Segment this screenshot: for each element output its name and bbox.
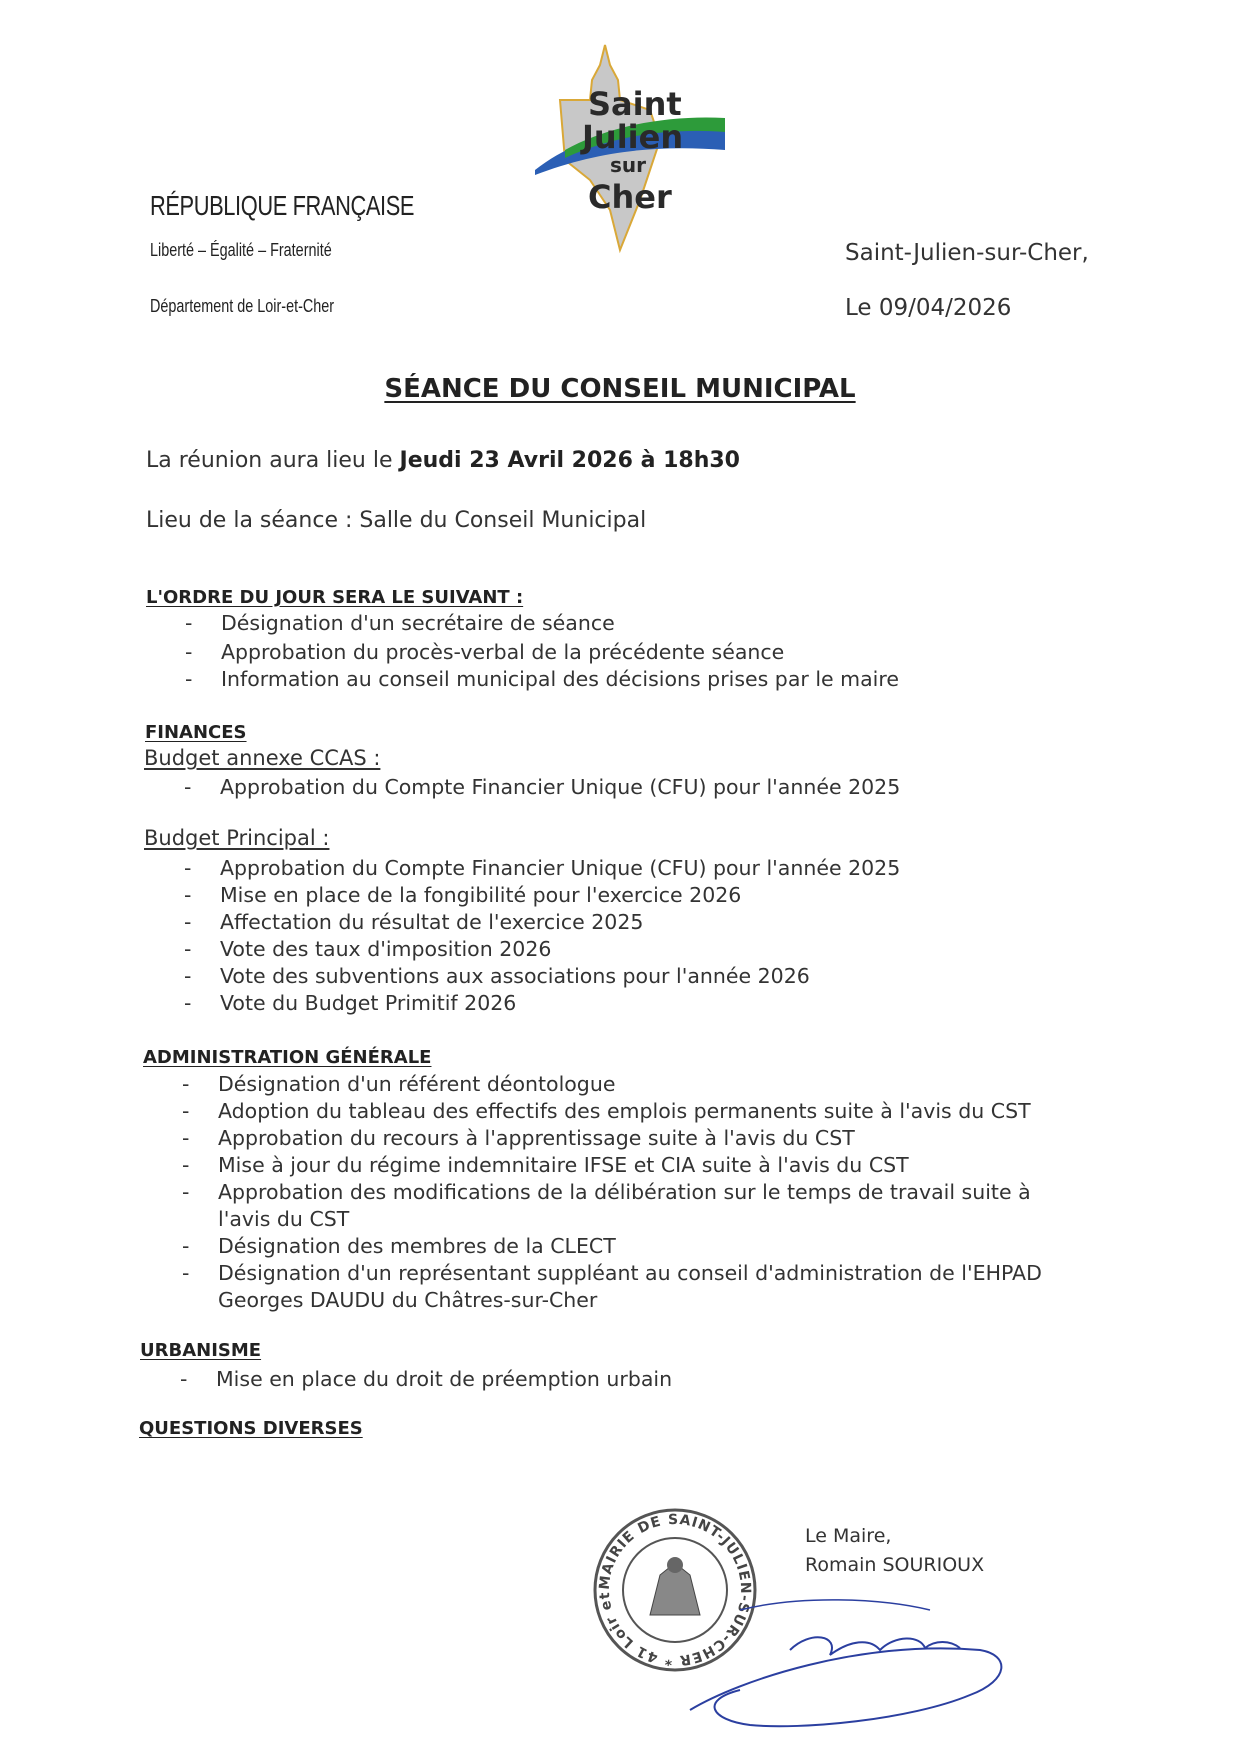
list-item: - Information au conseil municipal des décisions prises par le maire bbox=[185, 667, 899, 691]
list-item: - Approbation du Compte Financier Unique (CFU) pour l'année 2025 bbox=[184, 775, 901, 799]
svg-text:sur: sur bbox=[610, 153, 647, 177]
list-item: - Mise en place de la fongibilité pour l'exercice 2026 bbox=[184, 883, 742, 907]
list-item: - Approbation du procès-verbal de la précédente séance bbox=[185, 640, 785, 664]
svg-text:Julien: Julien bbox=[582, 118, 684, 156]
handwritten-signature bbox=[680, 1580, 1020, 1740]
ccas-heading: Budget annexe CCAS : bbox=[144, 746, 381, 770]
list-item: - Désignation des membres de la CLECT bbox=[182, 1234, 616, 1258]
meeting-prefix: La réunion aura lieu le bbox=[146, 448, 400, 473]
list-item: - Vote des subventions aux associations pour l'année 2026 bbox=[184, 964, 810, 988]
list-item: - Approbation du recours à l'apprentissage suite à l'avis du CST bbox=[182, 1126, 855, 1150]
republic-title: RÉPUBLIQUE FRANÇAISE bbox=[150, 190, 415, 221]
svg-text:Saint: Saint bbox=[588, 85, 682, 123]
list-item: - Approbation des modifications de la délibération sur le temps de travail suite à l'avis du CST bbox=[182, 1180, 1031, 1231]
svg-text:MAIRIE DE SAINT-JULIEN-SUR-CHE: MAIRIE DE SAINT-JULIEN-SUR-CHER * 41 Loir et bbox=[596, 1511, 754, 1669]
urbanisme-list bbox=[180, 1366, 673, 1393]
meeting-when: Jeudi 23 Avril 2026 à 18h30 bbox=[399, 448, 740, 473]
list-item: - Mise à jour du régime indemnitaire IFSE et CIA suite à l'avis du CST bbox=[182, 1153, 909, 1177]
place-label: Saint-Julien-sur-Cher, bbox=[845, 240, 1089, 266]
finances-heading: FINANCES bbox=[145, 722, 247, 743]
administration-list bbox=[182, 1071, 1078, 1314]
town-logo bbox=[520, 40, 740, 260]
agenda-list bbox=[185, 610, 899, 693]
page-title: SÉANCE DU CONSEIL MUNICIPAL bbox=[384, 374, 856, 404]
list-item: - Adoption du tableau des effectifs des emplois permanents suite à l'avis du CST bbox=[182, 1099, 1031, 1123]
list-item: - Vote des taux d'imposition 2026 bbox=[184, 937, 552, 961]
ccas-list bbox=[184, 774, 901, 801]
republic-motto: Liberté – Égalité – Fraternité bbox=[150, 240, 332, 260]
department-label: Département de Loir-et-Cher bbox=[150, 296, 335, 316]
principal-list bbox=[184, 855, 901, 1017]
signature-block bbox=[805, 1522, 984, 1580]
meeting-date-line bbox=[146, 448, 740, 473]
date-label: Le 09/04/2026 bbox=[845, 295, 1012, 321]
questions-heading: QUESTIONS DIVERSES bbox=[139, 1418, 363, 1439]
mayor-name: Romain SOURIOUX bbox=[805, 1554, 985, 1576]
list-item: - Désignation d'un représentant suppléant au conseil d'administration de l'EHPAD Georges DAUDU du Châtres-sur-Cher bbox=[182, 1261, 1042, 1312]
list-item: - Vote du Budget Primitif 2026 bbox=[184, 991, 517, 1015]
list-item: - Mise en place du droit de préemption urbain bbox=[180, 1367, 673, 1391]
svg-text:Cher: Cher bbox=[588, 178, 672, 216]
list-item: - Approbation du Compte Financier Unique (CFU) pour l'année 2025 bbox=[184, 856, 901, 880]
mayor-role: Le Maire, bbox=[805, 1525, 892, 1547]
list-item: - Affectation du résultat de l'exercice 2025 bbox=[184, 910, 644, 934]
agenda-heading: L'ORDRE DU JOUR SERA LE SUIVANT : bbox=[146, 587, 524, 608]
principal-heading: Budget Principal : bbox=[144, 826, 330, 850]
administration-heading: ADMINISTRATION GÉNÉRALE bbox=[143, 1047, 432, 1068]
meeting-location: Lieu de la séance : Salle du Conseil Municipal bbox=[146, 508, 647, 533]
list-item: - Désignation d'un secrétaire de séance bbox=[185, 611, 615, 635]
list-item: - Désignation d'un référent déontologue bbox=[182, 1072, 616, 1096]
urbanisme-heading: URBANISME bbox=[140, 1340, 262, 1361]
